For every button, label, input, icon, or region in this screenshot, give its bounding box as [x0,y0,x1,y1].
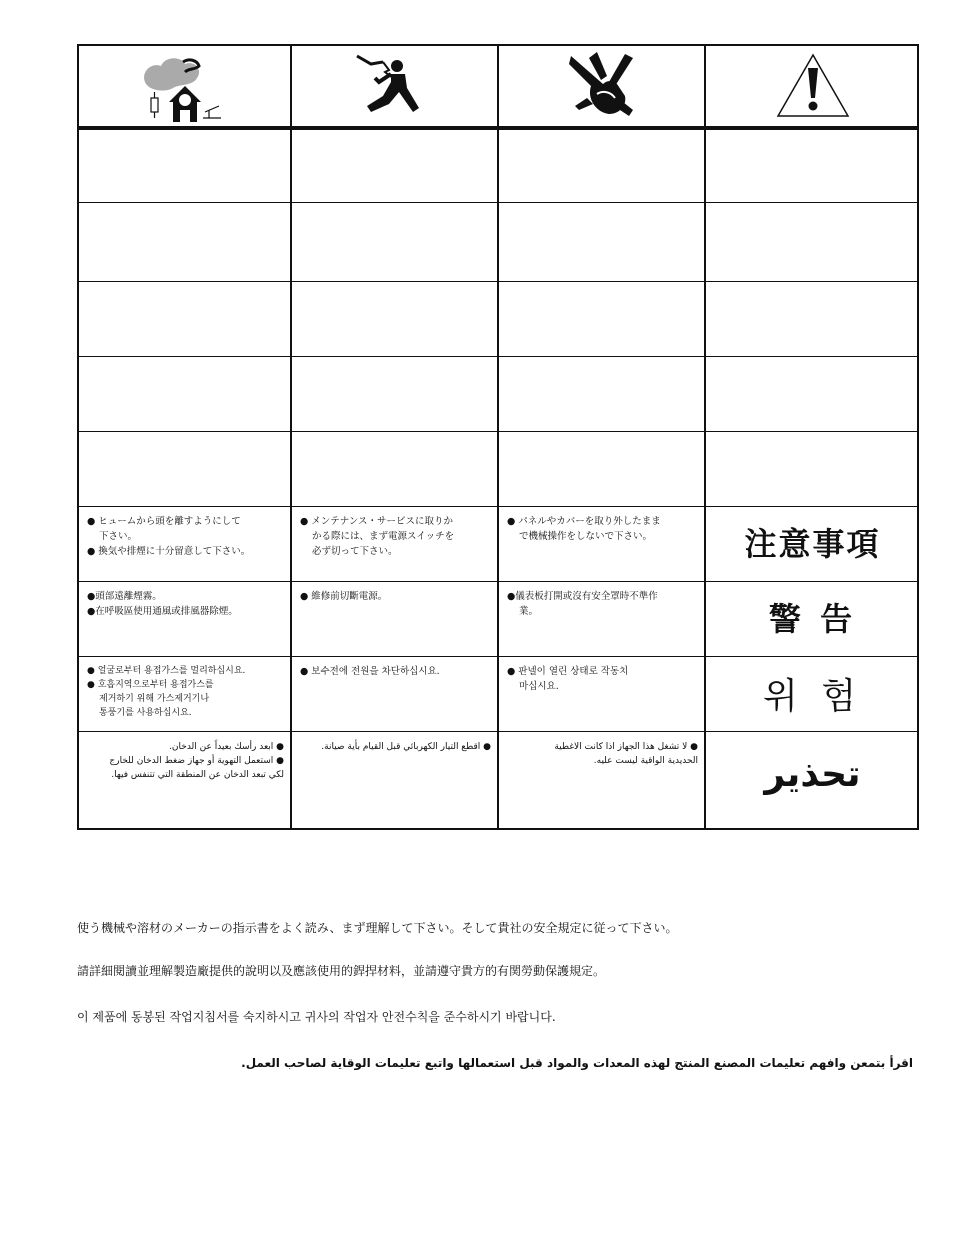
text-line: 業。 [519,606,539,617]
zh-instruction-note: 請詳細閱讀並理解製造廠提供的說明以及應該使用的銲捍材料，並請遵守貴方的有関勞動保護規定。 [77,964,606,978]
ko-shock-warning [292,657,497,731]
safety-warning-table [77,44,919,830]
ko-moving-parts-warning [499,657,704,731]
ja-instruction-note: 使う機械や溶材のメーカーの指示書をよく読み、まず理解して下さい。そして貴社の安全規定に従って下さい。 [77,921,678,935]
text-line: 必ず切って下さい。 [312,546,398,557]
text-line: 下さい。 [99,531,138,542]
text-line: ● ヒュームから頭を離すようにして [87,516,241,527]
text-line: 통풍기를 사용하십시요. [99,708,192,718]
ko-warning-header: 위 험 [763,676,862,717]
text-line: ● メンテナンス・サービスに取りか [300,516,454,527]
zh-warning-header: 警 告 [768,600,857,638]
ar-instruction-note: اقرأ بتمعن وافهم تعليمات المصنع المنتج لهذه المعدات والمواد قبل استعمالها واتبع تعليمات الوقاية لصاحب العمل. [241,1056,913,1070]
text-line: かる際には、まず電源スイッチを [312,531,455,542]
text-line: ● 호흡지역으로부터 용접가스를 [87,680,214,690]
text-line: ● استعمل التهوية أو جهاز ضغط الدخان للخارج [109,756,284,766]
text-line: 제거하기 위해 가스제거기나 [99,694,210,704]
text-line: ●頭部遠離煙霧。 [87,591,162,602]
ja-moving-parts-warning [499,507,704,581]
text-line: ● اقطع التيار الكهربائي قبل القيام بأية صيانة. [321,742,491,752]
text-line: لكي تبعد الدخان عن المنطقة التي تتنفس فيها. [111,770,284,780]
text-line: الحديدية الواقية ليست عليه. [593,756,698,766]
ja-shock-warning [292,507,497,581]
text-line: ● パネルやカバーを取り外したまま [507,516,661,527]
text-line: ● 얼굴로부터 용접가스를 멀리하십시요. [87,666,246,676]
ar-warning-header: تحذير [764,754,861,795]
text-line: 마십시요. [519,681,559,692]
text-line: ● ابعد رأسك بعيداً عن الدخان. [169,742,284,752]
text-line: ● 판넬이 열린 상태로 작동치 [507,666,629,677]
zh-moving-parts-warning [499,582,704,656]
moving-parts-hand-icon [567,50,637,122]
ar-fumes-warning [79,732,290,828]
electric-shock-icon [349,52,439,122]
text-line: ● 維修前切斷電源。 [300,591,388,602]
warning-triangle-icon [775,52,851,120]
ja-fumes-warning [79,507,290,581]
ar-moving-parts-warning [499,732,704,828]
text-line: ● 換気や排煙に十分留意して下さい。 [87,546,251,557]
ja-warning-header: 注意事項 [744,525,881,563]
text-line: ● لا تشغل هذا الجهاز اذا كانت الاغطية [554,742,698,752]
fumes-gas-icon [139,52,227,122]
text-line: ●儀表板打開或沒有安全罩時不準作 [507,591,658,602]
zh-fumes-warning [79,582,290,656]
zh-shock-warning [292,582,497,656]
ko-fumes-warning [79,657,290,731]
ko-instruction-note: 이 제품에 동봉된 작업지침서를 숙지하시고 귀사의 작업자 안전수칙을 준수하시기 바랍니다. [77,1010,556,1024]
text-line: で機械操作をしないで下さい。 [519,531,653,542]
ar-shock-warning [292,732,497,828]
text-line: ●在呼吸區使用通風或排風器除煙。 [87,606,238,617]
text-line: ● 보수전에 전원을 차단하십시요. [300,666,440,677]
